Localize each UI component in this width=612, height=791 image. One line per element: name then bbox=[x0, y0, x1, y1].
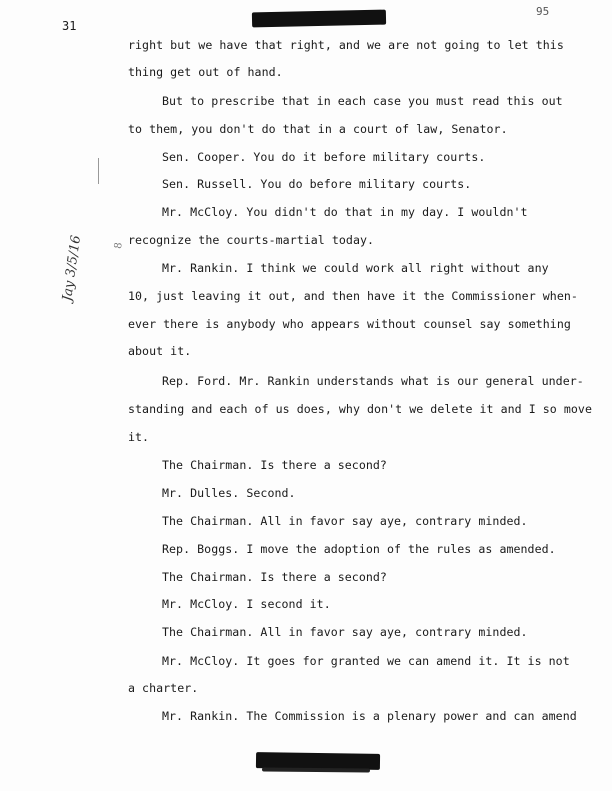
transcript-line: Mr. McCloy. It goes for granted we can amend it. It is not bbox=[162, 654, 570, 668]
transcript-line: Mr. Rankin. I think we could work all right without any bbox=[162, 261, 549, 275]
corner-page-number: 95 bbox=[536, 5, 550, 18]
transcript-line: Sen. Cooper. You do it before military courts. bbox=[162, 150, 486, 164]
margin-tick-mark bbox=[98, 158, 99, 184]
transcript-line: it. bbox=[128, 430, 150, 444]
redaction-bar-bottom-underline bbox=[262, 768, 370, 773]
transcript-line: 10, just leaving it out, and then have it the Commissioner when- bbox=[128, 289, 578, 303]
transcript-line: Sen. Russell. You do before military courts. bbox=[162, 177, 472, 191]
transcript-line: thing get out of hand. bbox=[128, 65, 283, 79]
transcript-line: about it. bbox=[128, 344, 192, 358]
transcript-line: to them, you don't do that in a court of law, Senator. bbox=[128, 122, 508, 136]
transcript-line: The Chairman. Is there a second? bbox=[162, 458, 387, 472]
transcript-line: The Chairman. All in favor say aye, contrary minded. bbox=[162, 625, 528, 639]
handwritten-margin-note: Jay 3/5/16 bbox=[60, 234, 85, 303]
page-number: 31 bbox=[62, 19, 77, 33]
transcript-line: ever there is anybody who appears without counsel say something bbox=[128, 317, 571, 331]
transcript-line: Rep. Boggs. I move the adoption of the rules as amended. bbox=[162, 542, 556, 556]
transcript-line: But to prescribe that in each case you must read this out bbox=[162, 94, 563, 108]
transcript-line: Mr. Rankin. The Commission is a plenary power and can amend bbox=[162, 709, 577, 723]
transcript-line: Mr. McCloy. You didn't do that in my day. I wouldn't bbox=[162, 205, 528, 219]
transcript-line: Mr. McCloy. I second it. bbox=[162, 597, 331, 611]
transcript-line: right but we have that right, and we are not going to let this bbox=[128, 38, 564, 52]
handwritten-margin-mark: 8 bbox=[113, 241, 125, 250]
redaction-bar-top bbox=[252, 10, 386, 28]
transcript-line: a charter. bbox=[128, 681, 199, 695]
transcript-line: The Chairman. All in favor say aye, contrary minded. bbox=[162, 514, 528, 528]
transcript-line: standing and each of us does, why don't we delete it and I so move bbox=[128, 402, 592, 416]
transcript-line: Rep. Ford. Mr. Rankin understands what is our general under- bbox=[162, 374, 584, 388]
transcript-line: The Chairman. Is there a second? bbox=[162, 570, 387, 584]
transcript-line: Mr. Dulles. Second. bbox=[162, 486, 296, 500]
transcript-line: recognize the courts-martial today. bbox=[128, 233, 375, 247]
